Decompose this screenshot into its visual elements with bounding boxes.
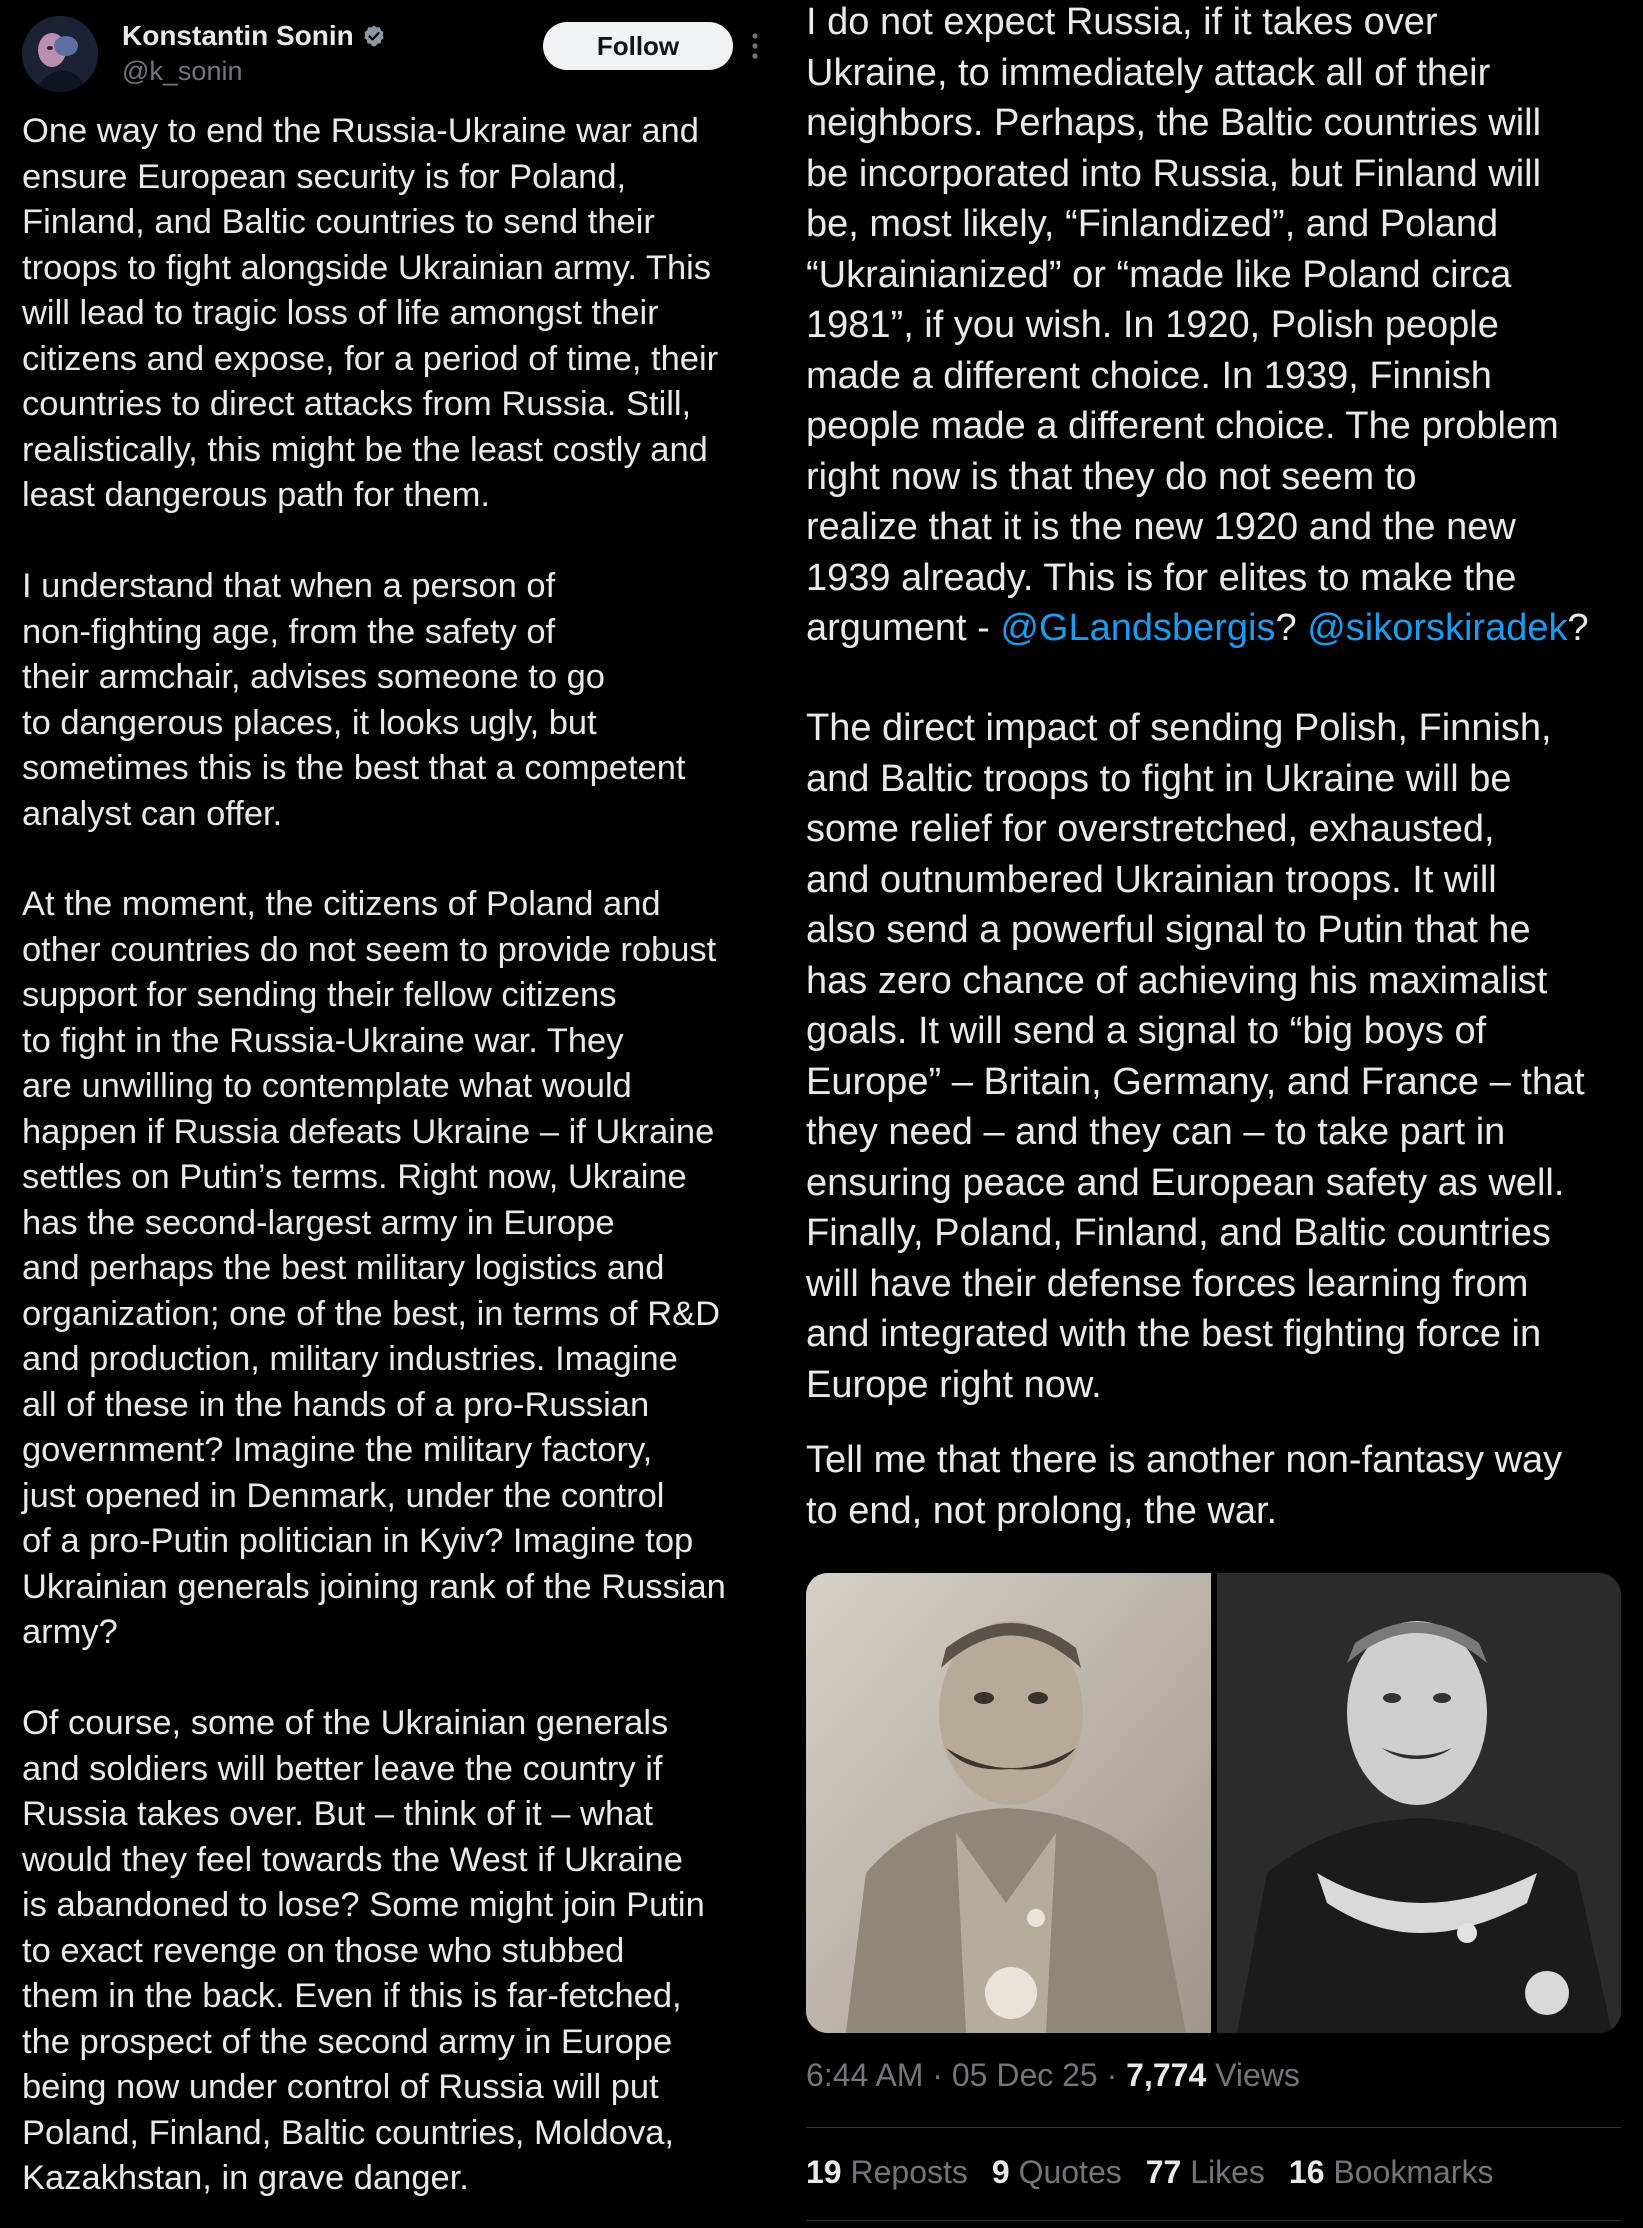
text-line: organization; one of the best, in terms of R&D: [22, 1294, 721, 1333]
tweet-paragraph: [806, 0, 1626, 654]
text-line: Russia takes over. But – think of it – what: [22, 1795, 653, 1833]
text-line: neighbors. Perhaps, the Baltic countries will: [806, 102, 1542, 144]
text-line: “Ukrainianized” or “made like Poland circa: [806, 253, 1512, 296]
tweet-right-panel: [784, 0, 1643, 2228]
text-line: Kazakhstan, in grave danger.: [22, 2159, 469, 2197]
text-line: citizens and expose, for a period of time, their: [22, 339, 719, 378]
text-line: government? Imagine the military factory,: [22, 1431, 653, 1469]
text-line: some relief for overstretched, exhausted,: [806, 808, 1495, 850]
text-line: just opened in Denmark, under the control: [22, 1476, 665, 1515]
text-line: will lead to tragic loss of life amongst their: [22, 294, 659, 332]
text-line: The direct impact of sending Polish, Finnish,: [806, 707, 1552, 749]
tweet-header: [22, 16, 762, 96]
text-line: least dangerous path for them.: [22, 476, 490, 514]
meta-separator: ·: [923, 2057, 952, 2093]
text-line: to end, not prolong, the war.: [806, 1489, 1278, 1532]
text-line: analyst can offer.: [22, 794, 283, 833]
text-line: Europe right now.: [806, 1363, 1102, 1406]
reposts-label: Reposts: [850, 2154, 968, 2190]
reposts-count: 19: [806, 2154, 842, 2190]
text-line: and integrated with the best fighting force in: [806, 1313, 1542, 1355]
views-count: 7,774: [1126, 2057, 1207, 2093]
reposts-stat[interactable]: [806, 2154, 968, 2191]
text-line: other countries do not seem to provide robust: [22, 930, 717, 969]
text-line: settles on Putin’s terms. Right now, Ukraine: [22, 1158, 687, 1196]
text-line: Of course, some of the Ukrainian generals: [22, 1704, 669, 1742]
mention-link-sikorskiradek[interactable]: @sikorskiradek: [1307, 607, 1568, 649]
likes-label: Likes: [1190, 2154, 1265, 2190]
text-line: will have their defense forces learning from: [806, 1262, 1529, 1305]
quotes-label: Quotes: [1018, 2154, 1122, 2190]
text-line: 1939 already. This is for elites to make the: [806, 556, 1517, 599]
follow-button[interactable]: Follow: [543, 22, 733, 70]
text-line: army?: [22, 1613, 118, 1651]
text-line: One way to end the Russia-Ukraine war and: [22, 112, 699, 150]
quotes-stat[interactable]: [992, 2154, 1122, 2191]
text-line: right now is that they do not seem to: [806, 455, 1417, 498]
text-line: troops to fight alongside Ukrainian army. This: [22, 248, 712, 287]
text-line: also send a powerful signal to Putin that he: [806, 909, 1531, 951]
tweet-paragraph: [22, 882, 762, 1656]
text-fragment: argument -: [806, 607, 1001, 649]
text-line: Ukraine, to immediately attack all of their: [806, 51, 1491, 94]
author-name[interactable]: [122, 20, 386, 52]
text-line: would they feel towards the West if Ukraine: [22, 1840, 683, 1879]
text-line: I understand that when a person of: [22, 567, 556, 605]
text-line: I do not expect Russia, if it takes over: [806, 1, 1438, 43]
tweet-paragraph: [806, 1435, 1626, 1536]
text-line: and production, military industries. Imagine: [22, 1340, 678, 1378]
tweet-paragraph: [22, 564, 762, 837]
bookmarks-count: 16: [1288, 2154, 1325, 2190]
text-line: people made a different choice. The problem: [806, 405, 1559, 447]
tweet-date[interactable]: 05 Dec 25: [951, 2057, 1098, 2093]
text-line: At the moment, the citizens of Poland and: [22, 885, 661, 923]
quotes-count: 9: [991, 2154, 1010, 2190]
text-line: be, most likely, “Finlandized”, and Poland: [806, 203, 1499, 245]
text-line: of a pro-Putin politician in Kyiv? Imagine top: [22, 1522, 694, 1560]
text-line: 1981”, if you wish. In 1920, Polish people: [806, 304, 1499, 346]
text-line: is abandoned to lose? Some might join Putin: [22, 1886, 705, 1924]
text-line: to exact revenge on those who stubbed: [22, 1931, 625, 1970]
tweet-paragraph: [22, 109, 762, 519]
text-line: ensure European security is for Poland,: [22, 157, 627, 196]
text-line: ensuring peace and European safety as well.: [806, 1161, 1565, 1204]
text-line: non-fighting age, from the safety of: [22, 612, 556, 651]
divider: [806, 2127, 1621, 2128]
text-fragment: ?: [1567, 607, 1589, 649]
text-line: realize that it is the new 1920 and the new: [806, 506, 1516, 548]
verified-badge-icon: [362, 24, 386, 48]
text-line: made a different choice. In 1939, Finnish: [806, 354, 1492, 397]
tweet-stats: [806, 2154, 1517, 2191]
likes-stat[interactable]: [1146, 2154, 1265, 2191]
text-line: and Baltic troops to fight in Ukraine will be: [806, 757, 1512, 800]
text-line: Poland, Finland, Baltic countries, Moldova,: [22, 2113, 675, 2152]
mention-link-glandsbergis[interactable]: @GLandsbergis: [1000, 607, 1276, 649]
portrait-photo-icon: [806, 1573, 1211, 2033]
bookmarks-stat[interactable]: [1289, 2154, 1494, 2191]
avatar-portrait-icon: [22, 16, 98, 92]
text-line: being now under control of Russia will put: [22, 2068, 659, 2106]
text-line: Finally, Poland, Finland, and Baltic countries: [806, 1212, 1551, 1254]
text-line: the prospect of the second army in Europe: [22, 2022, 673, 2061]
text-line: Finland, and Baltic countries to send their: [22, 203, 655, 241]
text-line: sometimes this is the best that a competent: [22, 749, 686, 787]
text-line: be incorporated into Russia, but Finland will: [806, 152, 1542, 195]
text-line: them in the back. Even if this is far-fetched,: [22, 1977, 682, 2015]
text-line: has zero chance of achieving his maximalist: [806, 959, 1548, 1002]
text-line: countries to direct attacks from Russia. Still,: [22, 385, 692, 423]
text-line: goals. It will send a signal to “big boys of: [806, 1010, 1487, 1052]
text-line: to dangerous places, it looks ugly, but: [22, 703, 597, 742]
views-label: Views: [1215, 2057, 1300, 2093]
text-line: they need – and they can – to take part in: [806, 1111, 1506, 1153]
text-line: their armchair, advises someone to go: [22, 658, 605, 696]
divider: [806, 2220, 1621, 2221]
text-line: and outnumbered Ukrainian troops. It will: [806, 858, 1497, 901]
tweet-time[interactable]: 6:44 AM: [806, 2057, 924, 2093]
photo-left[interactable]: [806, 1573, 1211, 2033]
photo-right[interactable]: [1217, 1573, 1621, 2033]
text-line-with-mentions: [806, 603, 1626, 654]
text-line: Tell me that there is another non-fantasy way: [806, 1439, 1563, 1481]
text-line: and perhaps the best military logistics and: [22, 1249, 665, 1287]
text-line: all of these in the hands of a pro-Russian: [22, 1385, 650, 1424]
author-handle[interactable]: @k_sonin: [122, 56, 243, 86]
text-fragment: ?: [1275, 607, 1308, 649]
text-line: are unwilling to contemplate what would: [22, 1067, 632, 1105]
text-line: Ukrainian generals joining rank of the Russian: [22, 1567, 726, 1606]
text-line: happen if Russia defeats Ukraine – if Ukraine: [22, 1112, 715, 1151]
likes-count: 77: [1145, 2154, 1182, 2190]
author-name-text[interactable]: Konstantin Sonin: [122, 20, 354, 51]
text-line: support for sending their fellow citizens: [22, 976, 617, 1014]
bookmarks-label: Bookmarks: [1333, 2154, 1494, 2190]
text-line: Europe” – Britain, Germany, and France – that: [806, 1060, 1585, 1103]
tweet-media: [806, 1573, 1621, 2033]
text-line: has the second-largest army in Europe: [22, 1203, 615, 1242]
text-line: and soldiers will better leave the country if: [22, 1749, 663, 1788]
meta-separator: ·: [1097, 2057, 1127, 2093]
tweet-paragraph: [22, 1701, 762, 2202]
text-line: to fight in the Russia-Ukraine war. They: [22, 1021, 624, 1060]
author-avatar[interactable]: [22, 16, 98, 92]
text-line: realistically, this might be the least costly and: [22, 430, 708, 469]
tweet-paragraph: [806, 703, 1626, 1410]
tweet-left-panel: [0, 0, 775, 2228]
portrait-photo-icon: [1217, 1573, 1621, 2033]
more-dots-icon[interactable]: [750, 30, 760, 62]
tweet-meta: [806, 2057, 1300, 2094]
